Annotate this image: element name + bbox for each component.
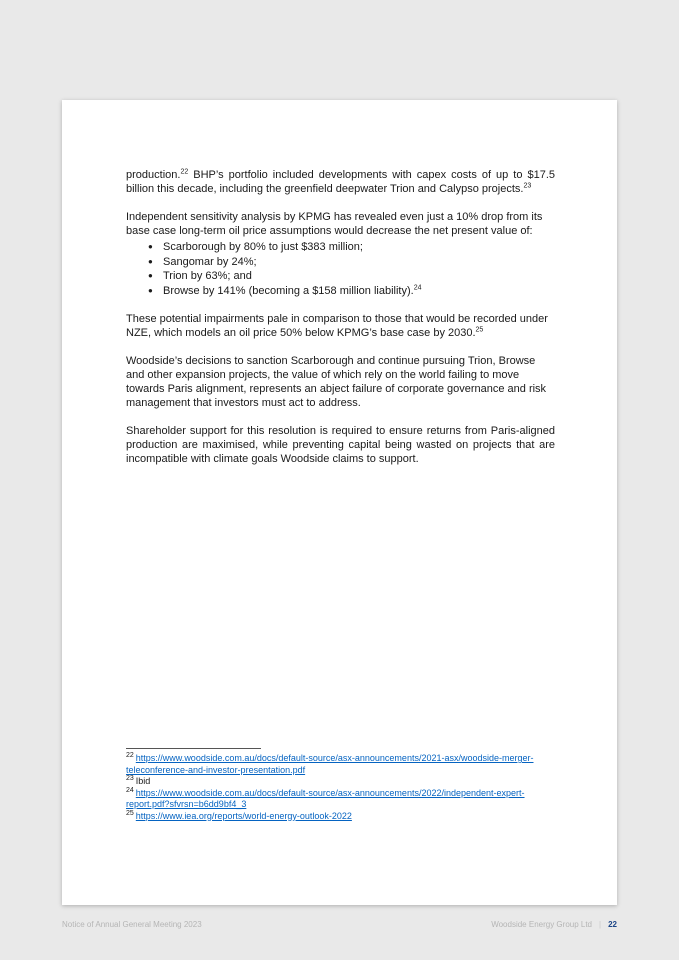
footnote-number: 23 — [126, 775, 134, 782]
footnote-link[interactable]: https://www.woodside.com.au/docs/default-source/asx-announcements/2021-asx/woodside-merger-teleconference-and-investor-presentation.pdf — [126, 753, 534, 775]
bullet-icon: ● — [148, 285, 153, 295]
bullet-icon: ● — [148, 271, 153, 280]
footnote-divider — [126, 748, 261, 749]
paragraph-kpmg-analysis: Independent sensitivity analysis by KPMG has revealed even just a 10% drop from its base case long-term oil price assumptions would decrease the net present value of: — [126, 211, 543, 237]
paragraph-impairments-nze — [126, 312, 555, 340]
bullet-icon: ● — [148, 256, 153, 266]
footnote-link[interactable]: https://www.iea.org/reports/world-energy-outlook-2022 — [135, 810, 352, 821]
document-footer — [62, 920, 617, 929]
footnote-number: 24 — [126, 786, 134, 794]
list-item — [126, 255, 555, 270]
list-item-text: Sangomar by 24%; — [163, 255, 257, 268]
list-item-text: Browse by 141% (becoming a $158 million liability). — [163, 284, 414, 297]
page-body-text — [126, 168, 555, 480]
footer-document-title: Notice of Annual General Meeting 2023 — [62, 920, 202, 929]
list-item — [126, 284, 555, 299]
document-page — [62, 100, 617, 905]
footnote-number: 25 — [126, 809, 134, 817]
footnote-link[interactable]: https://www.woodside.com.au/docs/default-source/asx-announcements/2022/independent-expert-report.pdf?sfvrsn=b6dd9bf4_3 — [126, 787, 525, 809]
footer-page-number: 22 — [608, 920, 617, 929]
footnote-ref-25: 25 — [475, 326, 484, 334]
footnotes-section — [126, 748, 555, 822]
list-item — [126, 269, 555, 284]
footnote-22 — [126, 753, 555, 776]
footnote-ref-23: 23 — [523, 182, 532, 190]
footnote-25 — [126, 811, 555, 823]
footnote-ref-24: 24 — [413, 283, 422, 291]
footer-separator: | — [599, 920, 602, 929]
paragraph-text: production. — [126, 169, 181, 181]
footnote-number: 22 — [126, 752, 134, 759]
footnote-ref-22: 22 — [180, 168, 189, 176]
paragraph-bhp-portfolio — [126, 168, 555, 196]
bullet-icon: ● — [148, 242, 153, 251]
paragraph-text: These potential impairments pale in comparison to those that would be recorded under NZE, which models an oil price 50% below KPMG’s base case by 2030. — [126, 313, 548, 339]
footer-company-name: Woodside Energy Group Ltd — [491, 920, 593, 929]
paragraph-shareholder-support: Shareholder support for this resolution is required to ensure returns from Paris-aligned production are maximised, while preventing capital being wasted on projects that are incompatible with climate goals Woodside claims to support. — [126, 425, 555, 465]
footnote-text: Ibid — [135, 776, 151, 786]
paragraph-governance-failure: Woodside’s decisions to sanction Scarborough and continue pursuing Trion, Browse and other expansion projects, the value of which rely on the world failing to move towards Paris alignment, represents an abject failure of corporate governance and risk management that investors must act to address. — [126, 355, 547, 409]
footnote-23 — [126, 776, 555, 788]
npv-decrease-list — [126, 240, 555, 298]
footer-right-group — [491, 920, 617, 929]
list-item — [126, 240, 555, 255]
paragraph-text: BHP’s portfolio included developments with capex costs of up to $17.5 billion this decade, including the greenfield deepwater Trion and Calypso projects. — [126, 169, 555, 195]
list-item-text: Scarborough by 80% to just $383 million; — [163, 241, 363, 253]
list-item-text: Trion by 63%; and — [163, 270, 252, 282]
footnote-24 — [126, 788, 555, 811]
